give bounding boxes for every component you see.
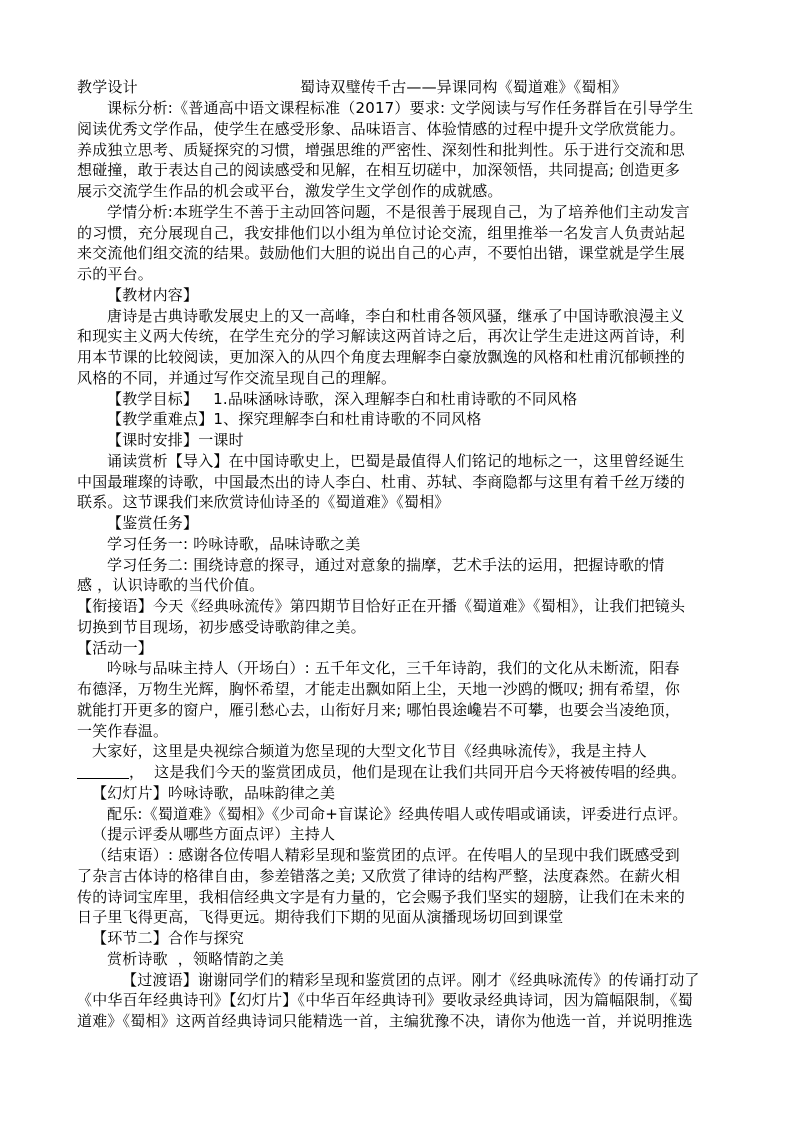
text-line-content: 阅读优秀文学作品，使学生在感受形象、品味语言、体验情感的过程中提升文学欣赏能力。 <box>77 119 686 138</box>
text-line <box>77 596 685 616</box>
text-line <box>77 721 168 741</box>
text-line <box>107 409 482 429</box>
text-line <box>77 264 153 284</box>
text-line-content: 赏析诗歌 ，领略情韵之美 <box>107 949 285 968</box>
text-line <box>122 970 700 990</box>
text-line <box>77 990 693 1010</box>
text-line-content: 传的诗词宝库里，我相信经典文字是有力量的，它会赐予我们坚实的翅膀，让我们在未来的 <box>77 887 686 906</box>
text-line-content: 学习任务二: 围绕诗意的探寻，通过对意象的揣摩，艺术手法的运用，把握诗歌的情 <box>107 555 665 574</box>
text-line-content: ， 这是我们今天的鉴赏团成员，他们是现在让我们共同开启今天将被传唱的经典。 <box>129 763 687 781</box>
text-line-content: 配乐:《蜀道难》《蜀相》《少司命+盲谋论》经典传唱人或传唱或诵读，评委进行点评。 <box>107 804 688 823</box>
text-line <box>77 347 685 367</box>
text-line-content: 风格的不同，并通过写作交流呈现自己的理解。 <box>77 368 397 387</box>
text-line <box>77 223 685 243</box>
text-line <box>77 907 563 927</box>
text-line-content: 来交流他们组交流的结果。鼓励他们大胆的说出自己的心声，不要怕出错，课堂就是学生展 <box>77 244 686 263</box>
text-line-content: 学情分析:本班学生不善于主动回答问题，不是很善于展现自己，为了培养他们主动发言 <box>107 202 690 221</box>
text-line <box>107 658 680 678</box>
text-line <box>77 119 685 139</box>
text-line <box>77 700 680 720</box>
text-line <box>77 575 264 595</box>
text-line <box>107 98 693 118</box>
text-line <box>107 306 685 326</box>
text-line-content: 【环节二】合作与探究 <box>92 929 245 947</box>
text-line-content: 中国最璀璨的诗歌，中国最杰出的诗人李白、杜甫、苏轼、李商隐都与这里有着千丝万缕的 <box>77 472 686 491</box>
text-line <box>77 1011 693 1031</box>
text-line <box>77 472 685 492</box>
text-line <box>77 326 685 346</box>
text-line <box>92 928 244 948</box>
text-line <box>92 845 680 865</box>
text-line-content: 感 ，认识诗歌的当代价值。 <box>77 576 265 595</box>
text-line-content: 【活动一】 <box>77 638 154 657</box>
text-line-content: 【课时安排】一课时 <box>107 431 244 449</box>
text-line-content: 吟咏与品味主持人（开场白）: 五千年文化，三千年诗韵，我们的文化从未断流，阳春 <box>107 659 680 678</box>
text-line <box>77 243 685 263</box>
text-line <box>92 783 335 803</box>
text-line-content: 切换到节目现场，初步感受诗歌韵律之美。 <box>77 617 366 636</box>
text-line <box>77 368 396 388</box>
text-line <box>107 202 690 222</box>
text-line-content: 【教学目标】 1.品味涵咏诗歌，深入理解李白和杜甫诗歌的不同风格 <box>107 389 578 408</box>
text-line <box>107 555 664 575</box>
text-line <box>107 534 360 554</box>
doc-category: 教学设计 <box>77 78 138 96</box>
text-line-content: 诵读赏析【导入】在中国诗歌史上，巴蜀是最值得人们铭记的地标之一，这里曾经诞生 <box>107 451 685 470</box>
text-line-content: 课标分析:《普通高中语文课程标准（2017）要求: 文学阅读与写作任务群旨在引导学生 <box>107 99 694 117</box>
text-line-content: 了杂言古体诗的格律自由，参差错落之美; 又欣赏了律诗的结构严整，法度森然。在薪火相 <box>77 866 681 885</box>
text-line <box>107 451 685 471</box>
text-line <box>107 430 244 450</box>
text-line <box>77 181 503 201</box>
text-line-content: 学习任务一: 吟咏诗歌，品味诗歌之美 <box>107 534 361 553</box>
text-line-content: 的习惯，充分展现自己，我安排他们以小组为单位讨论交流，组里推举一名发言人负责站起 <box>77 223 686 242</box>
text-line-content: 示的平台。 <box>77 265 154 283</box>
text-line-content: （提示评委从哪些方面点评）主持人 <box>92 825 336 844</box>
text-line <box>77 762 686 782</box>
text-line-content: 【教材内容】 <box>107 285 199 304</box>
text-line <box>107 804 688 824</box>
text-line <box>77 679 680 699</box>
text-line-content: 【教学重难点】1、探究理解李白和杜甫诗歌的不同风格 <box>107 410 482 429</box>
text-line-content: 和现实主义两大传统，在学生充分的学习解读这两首诗之后，再次让学生走进这两首诗，利 <box>77 327 686 346</box>
text-line <box>92 824 335 844</box>
text-line <box>107 513 198 533</box>
text-line-content: 日子里飞得更高，飞得更远。期待我们下期的见面从演播现场切回到课堂 <box>77 908 564 927</box>
text-line-content: 展示交流学生作品的机会或平台，激发学生文学创作的成就感。 <box>77 182 503 200</box>
text-line-content: （结束语）: 感谢各位传唱人精彩呈现和鉴赏团的点评。在传唱人的呈现中我们既感受到 <box>92 846 680 864</box>
fill-in-blank <box>77 764 129 779</box>
text-line <box>107 949 284 969</box>
text-line <box>77 160 680 180</box>
text-line-content: 道难》《蜀相》这两首经典诗词只能精选一首，主编犹豫不决，请你为他选一首，并说明推选 <box>77 1012 693 1030</box>
text-line-content: 养成独立思考、质疑探究的习惯，增强思维的严密性、深刻性和批判性。乐于进行交流和思 <box>77 140 686 159</box>
text-line-content: 【鉴赏任务】 <box>107 514 199 532</box>
text-line <box>77 617 366 637</box>
text-line-content: 布德泽，万物生光辉，胸怀希望，才能走出飘如陌上尘，天地一沙鸥的慨叹; 拥有希望，你 <box>77 680 681 698</box>
text-line <box>92 741 647 761</box>
text-line-content: 大家好，这里是央视综合频道为您呈现的大型文化节目《经典咏流传》，我是主持人 <box>92 742 647 761</box>
doc-title: 蜀诗双璧传千古——异课同构《蜀道难》《蜀相》 <box>300 78 627 96</box>
text-line-content: 就能打开更多的窗户，雁引愁心去，山衔好月来; 哪怕畏途巉岩不可攀，也要会当凌绝顶， <box>77 700 681 719</box>
text-line-content: 《中华百年经典诗刊》【幻灯片】《中华百年经典诗刊》要收录经典诗词，因为篇幅限制，《蜀 <box>77 991 693 1010</box>
text-line <box>77 492 450 512</box>
text-line-content: 联系。这节课我们来欣赏诗仙诗圣的《蜀道难》《蜀相》 <box>77 493 450 512</box>
text-line-content: 【过渡语】谢谢同学们的精彩呈现和鉴赏团的点评。刚才《经典咏流传》的传诵打动了 <box>122 970 700 989</box>
text-line-content: 用本节课的比较阅读，更加深入的从四个角度去理解李白豪放飘逸的风格和杜甫沉郁顿挫的 <box>77 348 686 366</box>
text-line-content: 一笑作春温。 <box>77 721 169 740</box>
text-line <box>107 285 198 305</box>
text-line <box>77 866 680 886</box>
text-line <box>77 887 685 907</box>
text-line <box>77 140 685 160</box>
text-line-content: 想碰撞，敢于表达自己的阅读感受和见解，在相互切磋中，加深领悟，共同提高; 创造更多 <box>77 161 681 180</box>
text-line <box>77 638 153 658</box>
text-line-content: 【幻灯片】吟咏诗歌，品味韵律之美 <box>92 783 336 802</box>
text-line <box>107 389 577 409</box>
text-line-content: 唐诗是古典诗歌发展史上的又一高峰，李白和杜甫各领风骚，继承了中国诗歌浪漫主义 <box>107 306 685 325</box>
text-line-content: 【衔接语】今天《经典咏流传》第四期节目恰好正在开播《蜀道难》《蜀相》，让我们把镜头 <box>77 597 686 615</box>
